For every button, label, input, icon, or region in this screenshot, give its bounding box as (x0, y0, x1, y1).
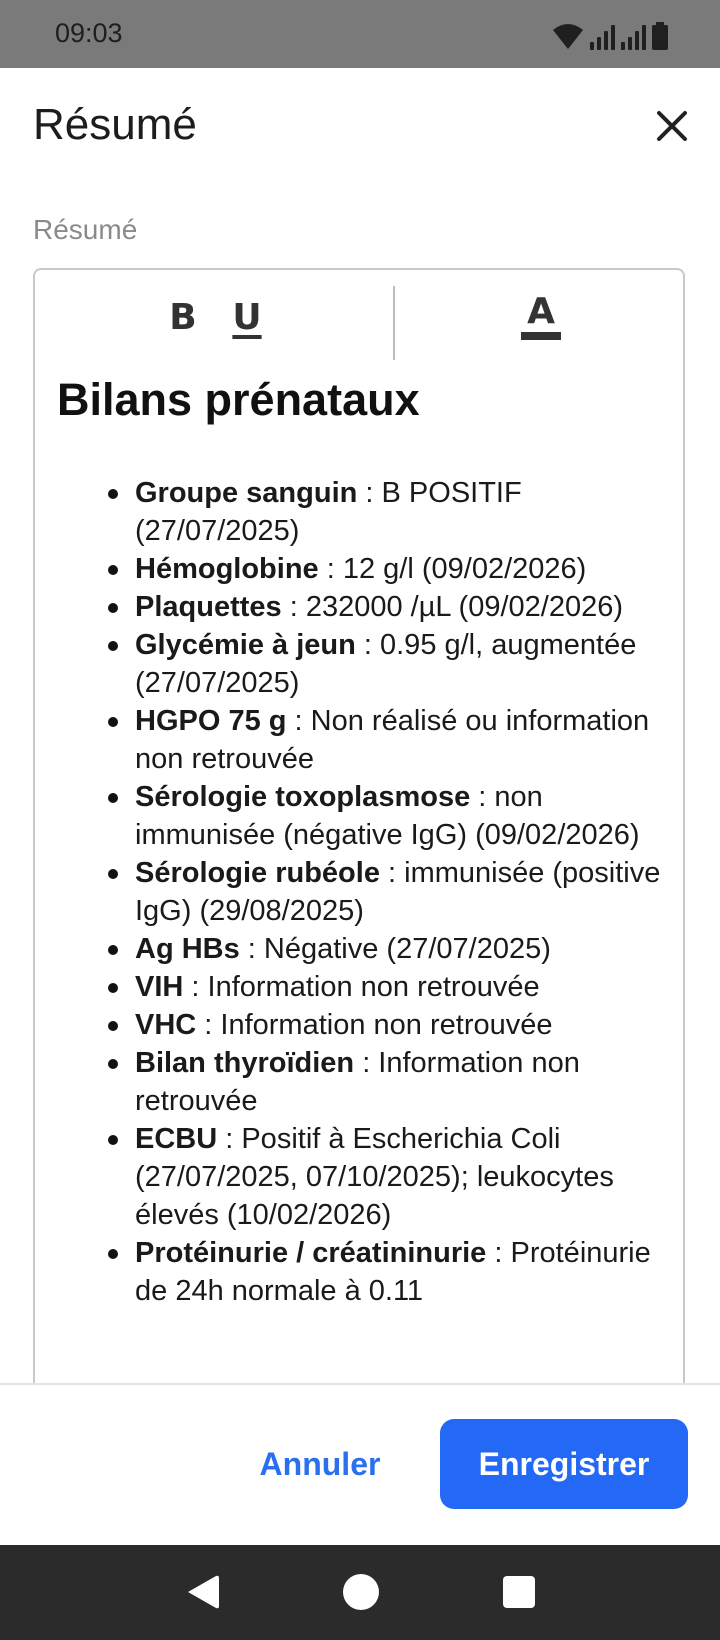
item-key: Bilan thyroïdien (135, 1047, 355, 1079)
item-value: : non immunisée (négative IgG) (09/02/2026) (135, 781, 640, 851)
close-icon[interactable] (650, 104, 694, 148)
list-item (135, 854, 667, 930)
list-item (135, 930, 667, 968)
field-label: Résumé (33, 214, 138, 245)
list-item (135, 702, 667, 778)
wifi-icon (552, 22, 584, 50)
item-key: Glycémie à jeun (135, 629, 356, 661)
item-key: Hémoglobine (135, 553, 319, 585)
item-key: Protéinurie / créatininurie (135, 1237, 487, 1269)
dialog-title: Résumé (33, 100, 197, 149)
item-value: : 232000 /µL (09/02/2026) (281, 591, 624, 623)
content-heading: Bilans prénataux (57, 374, 420, 425)
editor-content[interactable] (57, 370, 667, 1310)
exam-list (57, 474, 667, 1310)
underline-button[interactable]: U (232, 296, 262, 338)
editor-toolbar (35, 270, 683, 364)
item-key: Sérologie toxoplasmose (135, 781, 471, 813)
item-value: : Information non retrouvée (183, 971, 540, 1003)
home-icon[interactable] (343, 1574, 379, 1610)
rich-text-editor[interactable] (33, 268, 685, 1408)
list-item (135, 474, 667, 550)
bold-button[interactable]: B (169, 296, 197, 338)
signal-icon (590, 24, 615, 50)
dialog-footer (0, 1385, 720, 1545)
list-item (135, 1006, 667, 1044)
item-value: : Information non retrouvée (135, 1047, 580, 1117)
item-value: : Non réalisé ou information non retrouvée (135, 705, 650, 775)
item-key: Plaquettes (135, 591, 282, 623)
text-color-swatch (521, 332, 561, 340)
item-value: : Positif à Escherichia Coli (27/07/2025, 07/10/2025); leukocytes élevés (10/02/2026) (135, 1123, 614, 1231)
item-key: VHC (135, 1009, 197, 1041)
item-key: Groupe sanguin (135, 477, 358, 509)
cancel-button[interactable]: Annuler (259, 1445, 381, 1482)
item-value: : immunisée (positive IgG) (29/08/2025) (135, 857, 661, 927)
item-value: : B POSITIF (27/07/2025) (135, 477, 522, 547)
item-key: VIH (135, 971, 184, 1003)
back-icon[interactable] (186, 1574, 220, 1610)
item-key: Ag HBs (135, 933, 240, 965)
item-value: : Protéinurie de 24h normale à 0.11 (135, 1237, 651, 1307)
item-key: Sérologie rubéole (135, 857, 380, 889)
list-item (135, 1044, 667, 1120)
status-icons (552, 20, 668, 50)
list-item (135, 588, 667, 626)
text-color-icon: A (527, 291, 555, 332)
list-item (135, 1120, 667, 1234)
list-item (135, 1234, 667, 1310)
toolbar-divider (393, 286, 395, 360)
navigation-bar (0, 1545, 720, 1640)
list-item (135, 626, 667, 702)
signal-icon (621, 24, 646, 50)
list-item (135, 778, 667, 854)
item-value: : 0.95 g/l, augmentée (27/07/2025) (135, 629, 637, 699)
recents-icon[interactable] (503, 1576, 535, 1608)
text-color-button[interactable] (519, 291, 563, 340)
item-key: ECBU (135, 1123, 218, 1155)
status-time: 09:03 (55, 18, 123, 48)
item-value: : Négative (27/07/2025) (239, 933, 551, 965)
item-value: : Information non retrouvée (196, 1009, 553, 1041)
item-key: HGPO 75 g (135, 705, 287, 737)
battery-icon (652, 22, 668, 50)
list-item (135, 968, 667, 1006)
save-button[interactable]: Enregistrer (440, 1419, 688, 1509)
status-bar (0, 0, 720, 68)
item-value: : 12 g/l (09/02/2026) (318, 553, 587, 585)
dialog-header (0, 68, 720, 188)
list-item (135, 550, 667, 588)
